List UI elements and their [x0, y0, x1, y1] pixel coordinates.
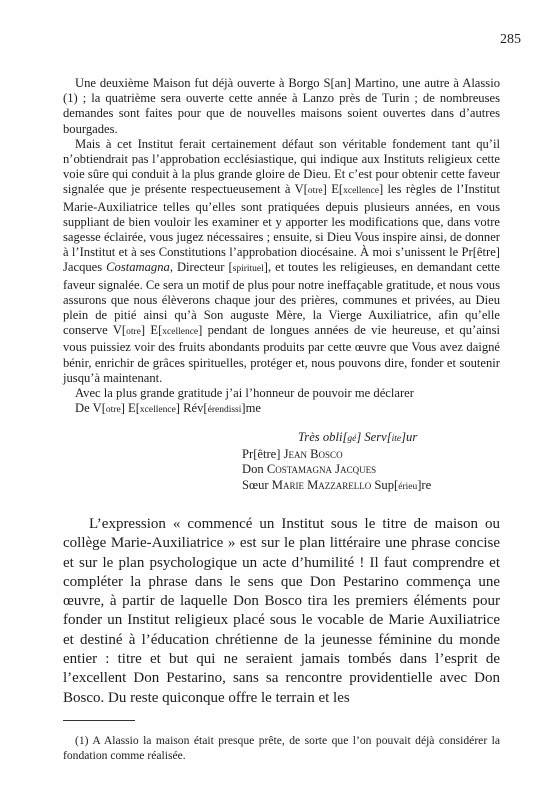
letter-address: De V[otre] E[xcellence] Rév[érendissi]me — [75, 401, 261, 416]
signature-line-mazzarello: Sœur Marie Mazzarello Sup[érieu]re — [242, 477, 432, 492]
letter-closing: Avec la plus grande gratitude j’ai l’honneur de pouvoir me déclarer — [75, 386, 414, 401]
footnote-divider — [63, 720, 135, 721]
footnote — [63, 734, 500, 763]
footnote-text: (1) A Alassio la maison était presque prête, de sorte que l’on pouvait déjà considérer la fondation comme réalisée. — [63, 734, 500, 762]
commentary-paragraph: L’expression « commencé un Institut sous le titre de maison ou collège Marie-Auxiliatrice » est sur le plan littéraire une phrase concise et sur le plan psychologique un acte d’humilité ! Il faut comprendre et compléter la phrase dans le sens que Don Pestarino commença une œuvre, à partir de laquelle Don Bosco tira les premiers éléments pour fonder un Institut religieux placé sous le vocable de Marie Auxiliatrice et destiné à l’éducation chrétienne de la jeunesse féminine du monde entier : titre et but qui ne seraient jamais tombés dans l’esprit de l’excellent Don Pestarino, sans sa rencontre providentielle avec Don Bosco. Du reste quiconque offre le terrain et les — [63, 516, 500, 706]
signature-line-servant: Très obli[gé] Serv[ite]ur — [298, 430, 418, 444]
signature-line-costamagna: Don Costamagna Jacques — [242, 462, 377, 477]
letter-paragraph-2: Mais à cet Institut ferait certainement défaut son véritable fondement tant qu’il n’obtiendrait pas l’approbation ecclésiastique, qui indique aux Instituts religieux cette voie sûre qui conduit à la plus grande gloire de Dieu. Et c’est pour obtenir cette faveur signalée que je présente respectueusement à V[otre] E[xcellence] les règles de l’Institut Marie-Auxiliatrice telles qu’elles sont pratiquées depuis plusieurs années, en vous suppliant de bien vouloir les examiner et y apporter les modifications que, dans votre sagesse éclairée, vous jugez nécessaires ; ensuite, si Dieu Vous inspire ainsi, de donner à l’Institut et à ses Constitutions l’approbation diocésaine. À moi s’unissent le Pr[être] Jacques Costamagna, Directeur [spirituel], et toutes les religieuses, en demandant cette faveur signalée. Ce sera un motif de plus pour notre ineffaçable gratitude, et nous vous assurons que nous élèverons chaque jour des prières, communes et privées, au Dieu plein de pitié ainsi qu’à Son auguste Mère, la Vierge Auxiliatrice, afin qu’elle conserve V[otre] E[xcellence] pendant de longues années de vie heureuse, et qu’ainsi vous puissiez voir des fruits abondants produits par cette œuvre que Vous avez daigné bénir, enrichir de grâces spirituelles, protéger et, nous pouvons dire, fonder et soutenir jusqu’à maintenant. — [63, 136, 500, 385]
letter-paragraph-1: Une deuxième Maison fut déjà ouverte à Borgo S[an] Martino, une autre à Alassio (1) ; la quatrième sera ouverte cette année à Lanzo près de Turin ; de nombreuses demandes sont faites pour que de nouvelles maisons soient ouvertes dans d’autres bourgades. — [63, 76, 500, 136]
commentary-text — [63, 515, 500, 708]
signature-block — [242, 430, 502, 495]
signature-line-bosco: Pr[être] Jean Bosco — [242, 447, 343, 462]
page-number: 285 — [500, 32, 521, 47]
letter-text — [63, 76, 500, 418]
